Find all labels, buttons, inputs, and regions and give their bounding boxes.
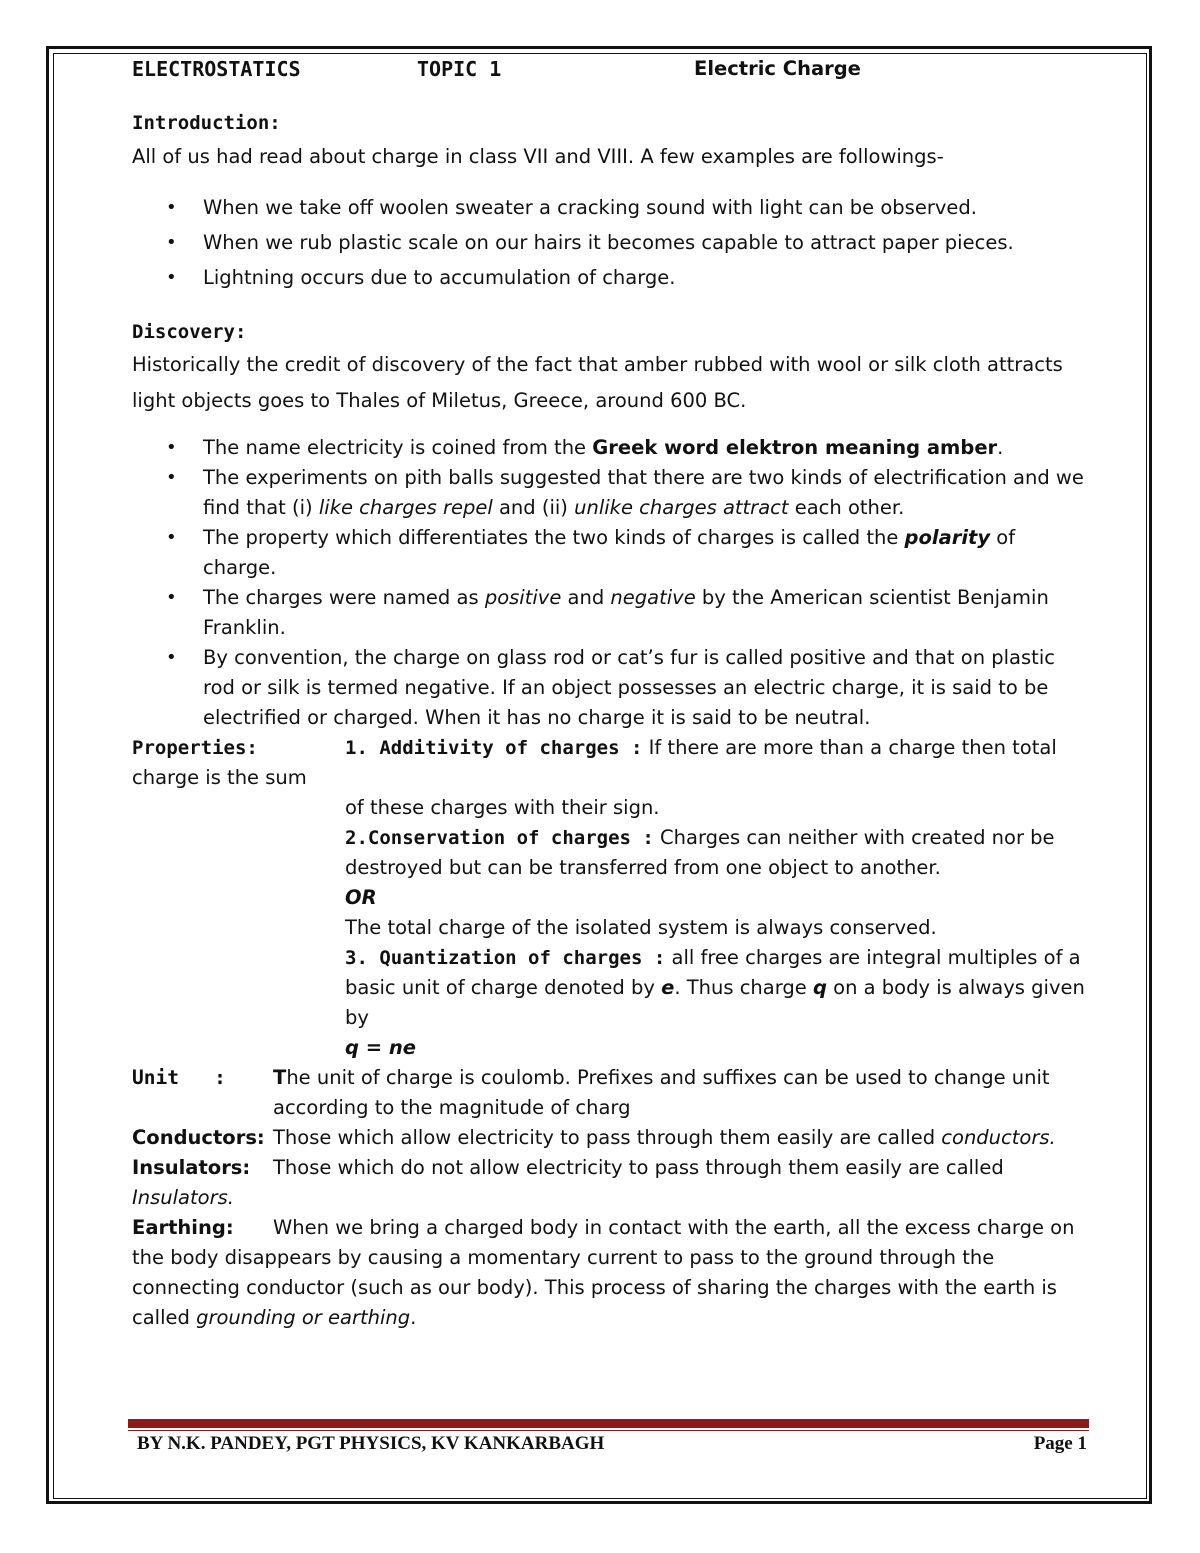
properties-first-row	[132, 733, 1092, 763]
list-item: • When we take off woolen sweater a cracking sound with light can be observed.	[132, 190, 1092, 225]
insulators-text: Those which do not allow electricity to pass through them easily are called	[273, 1156, 1004, 1179]
unit-label: Unit :	[132, 1066, 226, 1089]
page-number: Page 1	[1033, 1433, 1087, 1454]
emphasis-text: unlike charges attract	[574, 496, 789, 519]
emphasis-text: positive	[484, 586, 562, 609]
earthing-label: Earthing:	[132, 1216, 234, 1239]
header-title: Electric Charge	[694, 57, 861, 80]
text-run: The property which differentiates the two kinds of charges is called the	[203, 526, 905, 549]
text-run: .	[410, 1306, 417, 1329]
footer-author: BY N.K. PANDEY, PGT PHYSICS, KV KANKARBAGH	[137, 1433, 605, 1454]
discovery-section	[132, 317, 1092, 733]
introduction-heading: Introduction:	[132, 112, 281, 134]
text-run: .	[997, 436, 1004, 459]
earthing-text: When we bring a charged body in contact with the earth, all the excess charge on the body disappears by causing a momentary current to pass to the ground through the connecting conductor (such as our body). This process of sharing the charges with the earth is called	[132, 1216, 1075, 1329]
text-run: The name electricity is coined from the	[203, 436, 593, 459]
property-or: OR	[345, 886, 377, 909]
property-additivity-title: 1. Additivity of charges :	[345, 737, 643, 759]
emphasis-text: negative	[610, 586, 696, 609]
discovery-list	[132, 433, 1092, 733]
symbol-e: e	[661, 976, 675, 999]
conductors-text: Those which allow electricity to pass through them easily are called	[273, 1126, 942, 1149]
discovery-text: Historically the credit of discovery of the fact that amber rubbed with wool or silk cloth attracts light objects goes to Thales of Miletus, Greece, around 600 BC.	[132, 353, 1063, 412]
list-item	[132, 433, 1092, 463]
property-quantization	[132, 943, 1092, 1033]
emphasis-text: like charges repel	[318, 496, 493, 519]
page-header	[132, 54, 1092, 84]
property-conservation-text: Charges can neither with created nor be destroyed but can be transferred from one object to another.	[345, 826, 1055, 879]
list-item	[132, 523, 1092, 583]
introduction-list	[132, 190, 1092, 295]
introduction-section	[132, 108, 1092, 295]
list-item	[132, 463, 1092, 523]
header-subject: ELECTROSTATICS	[132, 57, 301, 81]
property-additivity-text: If there are more than a charge then total	[642, 736, 1057, 759]
list-item	[132, 583, 1092, 643]
conductors-term: conductors.	[941, 1126, 1056, 1149]
conductors-label: Conductors:	[132, 1126, 265, 1149]
text-run: . Thus charge	[674, 976, 813, 999]
introduction-text: All of us had read about charge in class VII and VIII. A few examples are followings-	[132, 145, 944, 168]
list-item: • By convention, the charge on glass rod or cat’s fur is called positive and that on plastic rod or silk is termed negative. If an object possesses an electric charge, it is said to be electrified or charged. When it has no charge it is said to be neutral.	[132, 643, 1092, 733]
list-item: • Lightning occurs due to accumulation of charge.	[132, 260, 1092, 295]
text-run: all free charges are integral multiples of a basic unit of charge denoted by	[345, 946, 1081, 999]
list-item: • When we rub plastic scale on our hairs it becomes capable to attract paper pieces.	[132, 225, 1092, 260]
emphasis-text: Greek word elektron meaning amber	[592, 436, 998, 459]
text-run: The experiments on pith balls suggested that there are two kinds of electrification and we find that (i)	[203, 466, 1084, 519]
property-additivity-cont2: of these charges with their sign.	[345, 796, 660, 819]
emphasis-text: polarity	[904, 526, 991, 549]
unit-row	[132, 1063, 1092, 1123]
footer-rule-thin	[128, 1430, 1089, 1431]
page-content	[132, 54, 1092, 1333]
conductors-row	[132, 1123, 1092, 1153]
quantization-formula: q = ne	[345, 1036, 416, 1059]
insulators-row	[132, 1153, 1092, 1183]
property-conservation-title: 2.Conservation of charges :	[345, 827, 654, 849]
insulators-label: Insulators:	[132, 1156, 251, 1179]
property-quantization-title: 3. Quantization of charges :	[345, 947, 666, 969]
text-run: of charge.	[203, 526, 1016, 579]
insulators-term: Insulators.	[132, 1186, 234, 1209]
property-conservation-alt: The total charge of the isolated system is always conserved.	[345, 916, 937, 939]
earthing-paragraph	[132, 1213, 1092, 1333]
text-run: and	[561, 586, 611, 609]
text-run: on a body is always given by	[345, 976, 1085, 1029]
earthing-term: grounding or earthing	[196, 1306, 411, 1329]
property-conservation	[132, 823, 1092, 883]
text-run: The charges were named as	[203, 586, 485, 609]
unit-text: he unit of charge is coulomb. Prefixes and suffixes can be used to change unit according to the magnitude of charg	[273, 1066, 1050, 1119]
discovery-heading: Discovery:	[132, 321, 247, 343]
properties-heading: Properties:	[132, 737, 258, 759]
page-footer	[137, 1433, 1087, 1455]
unit-first-letter: T	[273, 1066, 287, 1089]
symbol-q: q	[812, 976, 827, 999]
text-run: and (ii)	[492, 496, 575, 519]
text-run: each other.	[788, 496, 905, 519]
property-additivity-cont: charge is the sum	[132, 766, 307, 789]
footer-rule	[128, 1419, 1089, 1428]
text-run: by the American scientist Benjamin Franklin.	[203, 586, 1049, 639]
properties-section	[132, 733, 1092, 1063]
header-topic: TOPIC 1	[417, 57, 502, 81]
